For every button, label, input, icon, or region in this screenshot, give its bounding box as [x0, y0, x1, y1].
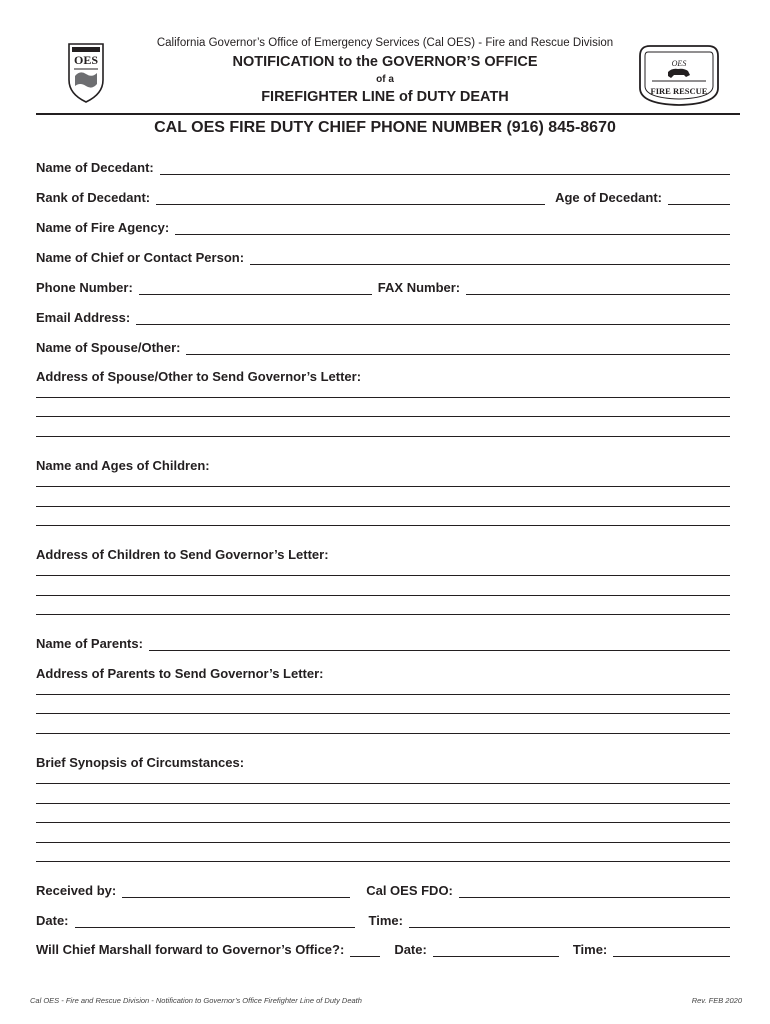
label-phone-number: Phone Number:	[36, 280, 133, 295]
form-header	[0, 0, 770, 136]
label-age-of-decedant: Age of Decedant:	[555, 190, 662, 205]
header-divider	[36, 113, 740, 115]
input-line-children-1[interactable]	[36, 486, 730, 487]
label-chief-marshall-forward: Will Chief Marshall forward to Governor’s Office?:	[36, 942, 345, 957]
field-email[interactable]	[36, 305, 730, 325]
input-line-synopsis-2[interactable]	[36, 803, 730, 804]
label-name-of-fire-agency: Name of Fire Agency:	[36, 220, 170, 235]
label-name-of-spouse: Name of Spouse/Other:	[36, 340, 181, 355]
input-line-parents[interactable]	[149, 639, 730, 651]
input-line-chief-marshall[interactable]	[350, 945, 380, 957]
input-line-date[interactable]	[75, 916, 355, 928]
input-line-parents-address-1[interactable]	[36, 694, 730, 695]
input-line-parents-address-3[interactable]	[36, 733, 730, 734]
input-line-age-of-decedant[interactable]	[668, 193, 730, 205]
field-parents[interactable]	[36, 631, 730, 651]
field-children-label	[36, 453, 730, 473]
input-line-synopsis-3[interactable]	[36, 822, 730, 823]
field-date-time[interactable]	[36, 908, 730, 928]
label-cal-oes-fdo: Cal OES FDO:	[366, 883, 453, 898]
input-line-spouse-address-2[interactable]	[36, 416, 730, 417]
label-address-of-spouse: Address of Spouse/Other to Send Governor’s Letter:	[36, 369, 362, 384]
input-line-email[interactable]	[136, 313, 730, 325]
agency-name: California Governor’s Office of Emergency Services (Cal OES) - Fire and Rescue Division	[156, 37, 614, 49]
fire-rescue-badge-logo	[638, 42, 720, 106]
badge-oes-text: OES	[671, 59, 687, 68]
field-rank-and-age[interactable]	[36, 185, 730, 205]
label-rank-of-decedant: Rank of Decedant:	[36, 190, 151, 205]
label-time: Time:	[368, 913, 403, 928]
label-name-of-parents: Name of Parents:	[36, 636, 143, 651]
input-line-cal-oes-fdo[interactable]	[459, 886, 730, 898]
input-line-time-2[interactable]	[613, 945, 730, 957]
oes-logo-text: OES	[73, 53, 99, 67]
footer-revision: Rev. FEB 2020	[691, 996, 742, 1005]
duty-chief-phone-banner: CAL OES FIRE DUTY CHIEF PHONE NUMBER (916) 845-8670	[154, 119, 616, 136]
field-received-fdo[interactable]	[36, 878, 730, 898]
input-line-received-by[interactable]	[122, 886, 350, 898]
input-line-fire-agency[interactable]	[175, 223, 730, 235]
label-address-of-parents: Address of Parents to Send Governor’s Letter:	[36, 666, 324, 681]
input-line-children-address-3[interactable]	[36, 614, 730, 615]
input-line-children-3[interactable]	[36, 525, 730, 526]
input-line-rank-of-decedant[interactable]	[156, 193, 545, 205]
label-brief-synopsis: Brief Synopsis of Circumstances:	[36, 755, 245, 770]
input-line-date-2[interactable]	[433, 945, 559, 957]
label-name-of-chief: Name of Chief or Contact Person:	[36, 250, 245, 265]
field-chief-contact[interactable]	[36, 245, 730, 265]
label-names-ages-children: Name and Ages of Children:	[36, 458, 210, 473]
field-synopsis-label	[36, 750, 730, 770]
input-line-synopsis-1[interactable]	[36, 783, 730, 784]
input-line-phone-number[interactable]	[139, 283, 372, 295]
label-date-2: Date:	[394, 942, 427, 957]
input-line-spouse[interactable]	[186, 343, 730, 355]
input-line-spouse-address-3[interactable]	[36, 436, 730, 437]
field-name-of-decedant[interactable]	[36, 155, 730, 175]
input-line-chief-contact[interactable]	[250, 253, 730, 265]
field-parents-address-label	[36, 661, 730, 681]
field-spouse[interactable]	[36, 335, 730, 355]
badge-fire-rescue-text: FIRE RESCUE	[650, 86, 708, 96]
label-address-of-children: Address of Children to Send Governor’s Letter:	[36, 547, 329, 562]
input-line-name-of-decedant[interactable]	[160, 163, 730, 175]
footer-document-title: Cal OES - Fire and Rescue Division - Notification to Governor’s Office Firefighter Line of Duty Death	[30, 996, 362, 1005]
label-fax-number: FAX Number:	[377, 280, 461, 295]
form-title-line2: FIREFIGHTER LINE of DUTY DEATH	[261, 89, 509, 105]
label-received-by: Received by:	[36, 883, 117, 898]
label-date: Date:	[36, 913, 69, 928]
input-line-synopsis-4[interactable]	[36, 842, 730, 843]
label-time-2: Time:	[572, 942, 608, 957]
field-chief-marshall[interactable]	[36, 937, 730, 957]
input-line-children-address-1[interactable]	[36, 575, 730, 576]
field-fire-agency[interactable]	[36, 215, 730, 235]
input-line-children-2[interactable]	[36, 506, 730, 507]
input-line-spouse-address-1[interactable]	[36, 397, 730, 398]
input-line-synopsis-5[interactable]	[36, 861, 730, 862]
field-spouse-address-label	[36, 364, 730, 384]
field-phone-fax[interactable]	[36, 275, 730, 295]
label-email-address: Email Address:	[36, 310, 131, 325]
label-name-of-decedant: Name of Decedant:	[36, 160, 154, 175]
field-children-address-label	[36, 542, 730, 562]
input-line-parents-address-2[interactable]	[36, 713, 730, 714]
input-line-fax-number[interactable]	[466, 283, 730, 295]
input-line-time[interactable]	[409, 916, 730, 928]
form-title-of-a: of a	[376, 74, 394, 85]
form-title-line1: NOTIFICATION to the GOVERNOR’S OFFICE	[232, 54, 538, 70]
input-line-children-address-2[interactable]	[36, 595, 730, 596]
